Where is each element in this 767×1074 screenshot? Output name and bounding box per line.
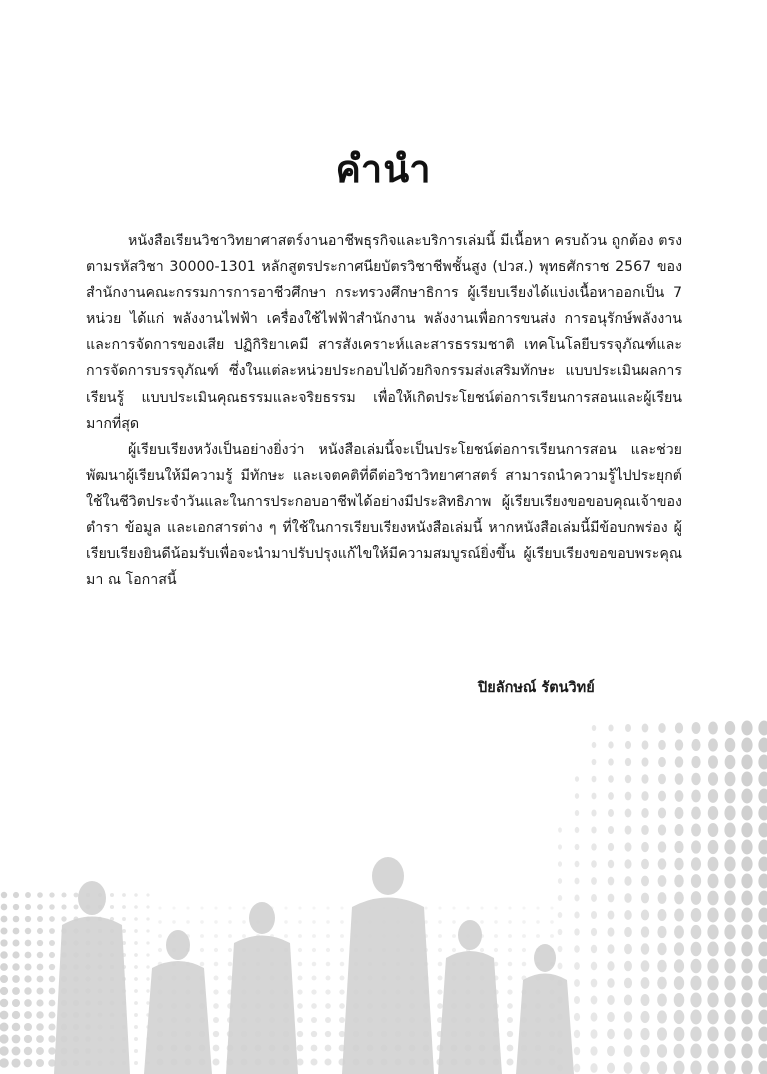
- author-signature: ปิยลักษณ์ รัตนวิทย์: [478, 680, 595, 696]
- dot-pattern-right: [557, 721, 767, 1074]
- silhouette-people-group: [54, 857, 574, 1074]
- paragraph-1: หนังสือเรียนวิชาวิทยาศาสตร์งานอาชีพธุรกิจและบริการเล่มนี้ มีเนื้อหา ครบถ้วน ถูกต้อง ตรงตามรหัสวิชา 30000-1301 หลักสูตรประกาศนียบัตรวิชาชีพชั้นสูง (ปวส.) พุทธศักราช 2567 ของสำนักงานคณะกรรมการการอาชีวศึกษา กระทรวงศึกษาธิการ ผู้เรียบเรียงได้แบ่งเนื้อหาออกเป็น 7 หน่วย ได้แก่ พลังงานไฟฟ้า เครื่องใช้ไฟฟ้าสำนักงาน พลังงานเพื่อการขนส่ง การอนุรักษ์พลังงานและการจัดการของเสีย ปฏิกิริยาเคมี สารสังเคราะห์และสารธรรมชาติ เทคโนโลยีบรรจุภัณฑ์และการจัดการบรรจุภัณฑ์ ซึ่งในแต่ละหน่วยประกอบไปด้วยกิจกรรมส่งเสริมทักษะ แบบประเมินผลการเรียนรู้ แบบประเมินคุณธรรมและจริยธรรม เพื่อให้เกิดประโยชน์ต่อการเรียนการสอนและผู้เรียนมากที่สุด: [86, 233, 682, 432]
- paragraph-2: ผู้เรียบเรียงหวังเป็นอย่างยิ่งว่า หนังสือเล่มนี้จะเป็นประโยชน์ต่อการเรียนการสอน และช่วยพัฒนาผู้เรียนให้มีความรู้ มีทักษะ และเจตคติที่ดีต่อวิชาวิทยาศาสตร์ สามารถนำความรู้ไปประยุกต์ใช้ในชีวิตประจำวันและในการประกอบอาชีพได้อย่างมีประสิทธิภาพ ผู้เรียบเรียงขอขอบคุณเจ้าของตำรา ข้อมูล และเอกสารต่าง ๆ ที่ใช้ในการเรียบเรียงหนังสือเล่มนี้ หากหนังสือเล่มนี้มีข้อบกพร่อง ผู้เรียบเรียงยินดีน้อมรับเพื่อจะนำมาปรับปรุงแก้ไขให้มีความสมบูรณ์ยิ่งขึ้น ผู้เรียบเรียงขอขอบพระคุณมา ณ โอกาสนี้: [86, 441, 682, 589]
- dot-pattern-left: [0, 892, 556, 1068]
- preface-body: [86, 228, 682, 593]
- page-title: คำนำ: [335, 147, 432, 191]
